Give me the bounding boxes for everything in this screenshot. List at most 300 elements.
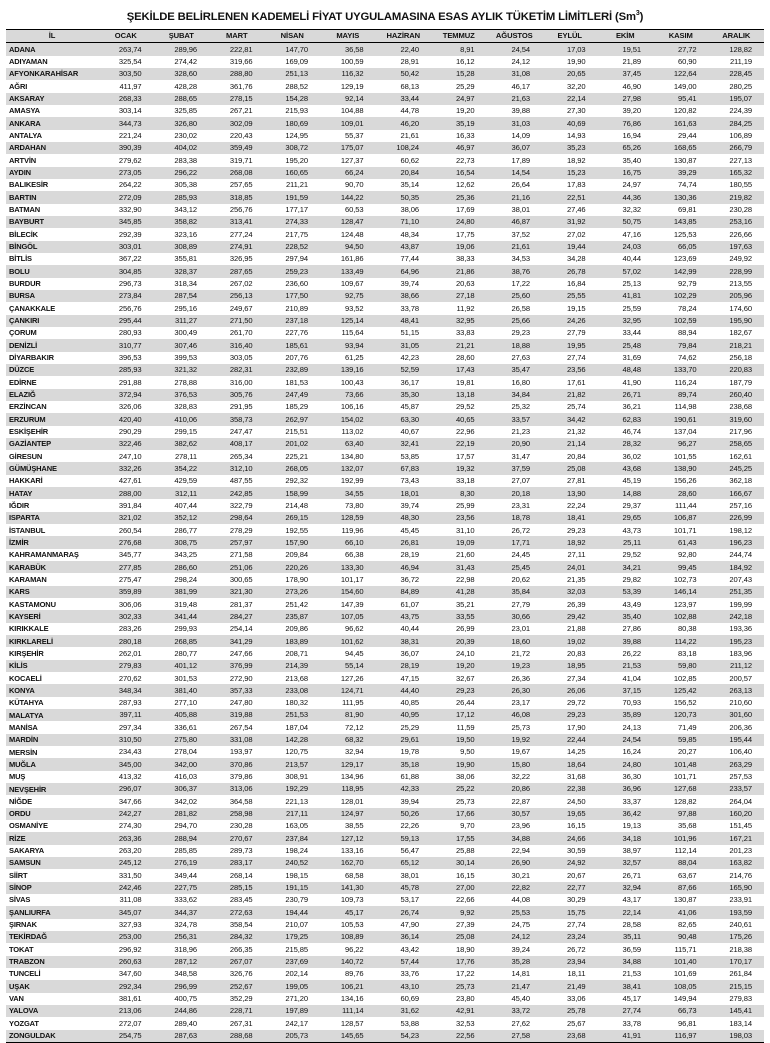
value-cell: 294,70 bbox=[174, 821, 197, 831]
value-cell: 316,40 bbox=[229, 340, 253, 350]
value-cell: 92,75 bbox=[344, 291, 364, 301]
value-cell: 158,99 bbox=[285, 488, 308, 498]
value-cell: 35,19 bbox=[455, 118, 475, 128]
value-cell: 151,45 bbox=[729, 821, 752, 831]
value-cell: 347,60 bbox=[118, 969, 142, 979]
value-cell: 230,28 bbox=[229, 821, 253, 831]
value-cell: 326,06 bbox=[118, 402, 142, 412]
province-name-cell: UŞAK bbox=[9, 981, 30, 991]
value-cell: 27,79 bbox=[566, 328, 586, 338]
value-cell: 82,65 bbox=[677, 920, 697, 930]
value-cell: 24,97 bbox=[455, 94, 475, 104]
value-cell: 367,22 bbox=[118, 254, 142, 264]
value-cell: 54,23 bbox=[376, 1030, 432, 1043]
province-name-cell: ADIYAMAN bbox=[9, 57, 48, 67]
value-cell: 244,74 bbox=[729, 550, 752, 560]
value-cell: 20,83 bbox=[566, 648, 586, 658]
value-cell: 36,17 bbox=[400, 377, 419, 387]
value-cell: 17,89 bbox=[511, 155, 530, 165]
value-cell: 202,14 bbox=[285, 969, 308, 979]
value-cell: 298,64 bbox=[229, 513, 253, 523]
value-cell: 348,58 bbox=[174, 969, 197, 979]
value-cell: 146,14 bbox=[673, 587, 697, 597]
value-cell: 427,61 bbox=[118, 476, 142, 486]
value-cell: 382,62 bbox=[174, 439, 197, 449]
value-cell: 27,98 bbox=[622, 94, 641, 104]
value-cell: 27,58 bbox=[487, 1030, 543, 1043]
value-cell: 27,81 bbox=[566, 476, 586, 486]
value-cell: 21,49 bbox=[566, 981, 586, 991]
value-cell: 364,58 bbox=[229, 796, 253, 806]
value-cell: 405,88 bbox=[174, 710, 197, 720]
value-cell: 162,70 bbox=[340, 858, 364, 868]
page-title-superscript: 3 bbox=[635, 10, 640, 18]
value-cell: 345,77 bbox=[118, 550, 142, 560]
value-cell: 345,00 bbox=[118, 759, 142, 769]
value-cell: 26,72 bbox=[566, 944, 586, 954]
table-row bbox=[6, 524, 764, 536]
province-name-cell: BURSA bbox=[9, 291, 35, 301]
province-name-cell: SİİRT bbox=[9, 870, 28, 880]
value-cell: 61,07 bbox=[400, 599, 419, 609]
value-cell: 288,65 bbox=[174, 94, 197, 104]
province-name-cell: KIRŞEHİR bbox=[9, 648, 44, 658]
value-cell: 17,43 bbox=[455, 365, 475, 375]
value-cell: 101,71 bbox=[673, 772, 697, 782]
value-cell: 27,30 bbox=[566, 106, 586, 116]
value-cell: 66,38 bbox=[344, 550, 364, 560]
table-row bbox=[6, 499, 764, 511]
value-cell: 25,66 bbox=[511, 315, 530, 325]
table-row bbox=[6, 339, 764, 351]
value-cell: 130,87 bbox=[673, 895, 697, 905]
value-cell: 111,14 bbox=[342, 1006, 364, 1016]
value-cell: 127,26 bbox=[340, 673, 364, 683]
province-name-cell: SİVAS bbox=[9, 895, 31, 905]
value-cell: 60,90 bbox=[677, 57, 697, 67]
value-cell: 21,14 bbox=[566, 439, 586, 449]
value-cell: 209,86 bbox=[285, 624, 308, 634]
value-cell: 28,19 bbox=[400, 550, 419, 560]
value-cell: 264,04 bbox=[729, 796, 752, 806]
value-cell: 318,96 bbox=[174, 944, 197, 954]
value-cell: 195,90 bbox=[729, 315, 752, 325]
value-cell: 106,89 bbox=[729, 131, 752, 141]
value-cell: 36,14 bbox=[400, 932, 419, 942]
table-row bbox=[6, 684, 764, 696]
value-cell: 26,36 bbox=[511, 673, 530, 683]
value-cell: 370,86 bbox=[229, 759, 253, 769]
value-cell: 26,71 bbox=[622, 870, 641, 880]
table-row bbox=[6, 869, 764, 881]
value-cell: 262,01 bbox=[118, 648, 142, 658]
value-cell: 26,39 bbox=[566, 599, 586, 609]
value-cell: 134,96 bbox=[340, 772, 364, 782]
value-cell: 17,83 bbox=[566, 180, 586, 190]
value-cell: 198,15 bbox=[285, 870, 308, 880]
value-cell: 68,32 bbox=[344, 735, 364, 745]
value-cell: 50,75 bbox=[622, 217, 641, 227]
value-cell: 17,57 bbox=[455, 451, 475, 461]
value-cell: 40,65 bbox=[455, 414, 475, 424]
value-cell: 260,63 bbox=[118, 957, 142, 967]
value-cell: 185,29 bbox=[285, 402, 308, 412]
value-cell: 46,08 bbox=[511, 710, 530, 720]
value-cell: 16,94 bbox=[622, 131, 641, 141]
value-cell: 46,17 bbox=[511, 81, 530, 91]
value-cell: 183,96 bbox=[729, 648, 752, 658]
value-cell: 46,87 bbox=[511, 217, 530, 227]
value-cell: 288,00 bbox=[118, 488, 142, 498]
value-cell: 99,45 bbox=[677, 562, 697, 572]
province-name-cell: HATAY bbox=[9, 488, 33, 498]
value-cell: 50,42 bbox=[400, 69, 419, 79]
value-cell: 362,18 bbox=[729, 476, 752, 486]
value-cell: 299,93 bbox=[174, 624, 197, 634]
value-cell: 14,81 bbox=[511, 969, 530, 979]
value-cell: 35,84 bbox=[511, 587, 530, 597]
table-row bbox=[6, 771, 764, 783]
value-cell: 19,13 bbox=[622, 821, 641, 831]
value-cell: 175,26 bbox=[729, 932, 752, 942]
value-cell: 247,49 bbox=[285, 389, 308, 399]
value-cell: 222,81 bbox=[229, 44, 253, 54]
value-cell: 180,55 bbox=[729, 180, 752, 190]
value-cell: 20,84 bbox=[566, 451, 586, 461]
value-cell: 22,44 bbox=[566, 735, 586, 745]
value-cell: 46,20 bbox=[400, 118, 419, 128]
table-row bbox=[6, 389, 764, 401]
value-cell: 65,12 bbox=[400, 858, 419, 868]
value-cell: 96,62 bbox=[344, 624, 364, 634]
province-name-cell: BALIKESİR bbox=[9, 180, 49, 190]
province-name-cell: MANİSA bbox=[9, 722, 38, 732]
value-cell: 247,47 bbox=[229, 426, 253, 436]
value-cell: 66,05 bbox=[677, 242, 697, 252]
value-cell: 25,60 bbox=[511, 291, 530, 301]
value-cell: 316,00 bbox=[229, 377, 253, 387]
value-cell: 106,87 bbox=[673, 513, 697, 523]
value-cell: 321,32 bbox=[174, 365, 197, 375]
table-row bbox=[6, 302, 764, 314]
value-cell: 332,26 bbox=[118, 463, 142, 473]
province-name-cell: VAN bbox=[9, 994, 24, 1004]
value-cell: 287,93 bbox=[118, 698, 142, 708]
column-header-month-2: ŞUBAT bbox=[154, 30, 210, 43]
value-cell: 256,18 bbox=[729, 352, 752, 362]
value-cell: 26,22 bbox=[622, 648, 641, 658]
value-cell: 336,61 bbox=[174, 722, 197, 732]
value-cell: 44,08 bbox=[511, 895, 530, 905]
province-name-cell: BATMAN bbox=[9, 205, 41, 215]
value-cell: 279,83 bbox=[729, 994, 752, 1004]
province-name-cell: ORDU bbox=[9, 809, 31, 819]
value-cell: 145,65 bbox=[320, 1030, 376, 1043]
value-cell: 16,15 bbox=[566, 821, 586, 831]
province-name-cell: ERZURUM bbox=[9, 414, 46, 424]
value-cell: 46,94 bbox=[400, 562, 419, 572]
value-cell: 46,90 bbox=[622, 81, 641, 91]
value-cell: 34,88 bbox=[511, 833, 530, 843]
table-row bbox=[6, 142, 764, 154]
table-row bbox=[6, 598, 764, 610]
value-cell: 358,82 bbox=[174, 217, 197, 227]
value-cell: 125,14 bbox=[340, 315, 364, 325]
value-cell: 19,20 bbox=[455, 106, 475, 116]
table-row bbox=[6, 228, 764, 240]
value-cell: 19,67 bbox=[511, 747, 530, 757]
value-cell: 43,49 bbox=[622, 599, 641, 609]
value-cell: 313,06 bbox=[229, 784, 253, 794]
value-cell: 26,74 bbox=[400, 907, 419, 917]
value-cell: 221,24 bbox=[118, 131, 142, 141]
value-cell: 145,41 bbox=[729, 1006, 752, 1016]
value-cell: 149,00 bbox=[673, 81, 697, 91]
value-cell: 214,39 bbox=[285, 661, 308, 671]
table-row bbox=[6, 549, 764, 561]
value-cell: 270,62 bbox=[118, 673, 142, 683]
value-cell: 27,11 bbox=[567, 550, 586, 560]
value-cell: 30,21 bbox=[511, 870, 530, 880]
value-cell: 347,66 bbox=[118, 796, 142, 806]
value-cell: 154,02 bbox=[340, 414, 364, 424]
value-cell: 90,48 bbox=[677, 932, 697, 942]
value-cell: 35,21 bbox=[455, 599, 475, 609]
value-cell: 283,26 bbox=[118, 624, 142, 634]
column-header-month-5: MAYIS bbox=[320, 30, 376, 43]
value-cell: 215,51 bbox=[285, 426, 308, 436]
table-row bbox=[6, 993, 764, 1005]
value-cell: 280,25 bbox=[729, 81, 752, 91]
value-cell: 22,56 bbox=[431, 1030, 487, 1043]
column-header-month-1: OCAK bbox=[98, 30, 154, 43]
value-cell: 256,13 bbox=[229, 291, 253, 301]
value-cell: 30,57 bbox=[511, 809, 530, 819]
value-cell: 60,69 bbox=[400, 994, 419, 1004]
value-cell: 35,14 bbox=[400, 180, 419, 190]
value-cell: 27,62 bbox=[511, 1018, 530, 1028]
value-cell: 381,40 bbox=[174, 685, 197, 695]
value-cell: 128,82 bbox=[729, 44, 752, 54]
value-cell: 292,39 bbox=[118, 229, 142, 239]
value-cell: 19,32 bbox=[455, 463, 475, 473]
value-cell: 43,42 bbox=[400, 944, 419, 954]
value-cell: 274,33 bbox=[285, 217, 308, 227]
value-cell: 343,25 bbox=[174, 550, 197, 560]
value-cell: 297,34 bbox=[118, 722, 142, 732]
value-cell: 57,02 bbox=[622, 266, 641, 276]
value-cell: 180,69 bbox=[285, 118, 308, 128]
province-name-cell: İZMİR bbox=[9, 537, 29, 547]
value-cell: 325,54 bbox=[118, 57, 142, 67]
value-cell: 306,06 bbox=[118, 599, 142, 609]
value-cell: 92,80 bbox=[677, 550, 697, 560]
value-cell: 30,14 bbox=[455, 858, 475, 868]
value-cell: 396,53 bbox=[118, 352, 142, 362]
value-cell: 289,96 bbox=[174, 44, 197, 54]
value-cell: 48,30 bbox=[400, 513, 419, 523]
value-cell: 211,12 bbox=[729, 661, 752, 671]
value-cell: 34,18 bbox=[622, 833, 641, 843]
value-cell: 292,34 bbox=[118, 981, 142, 991]
value-cell: 41,90 bbox=[622, 377, 641, 387]
province-name-cell: AFYONKARAHİSAR bbox=[9, 69, 79, 79]
value-cell: 24,50 bbox=[566, 796, 586, 806]
value-cell: 73,43 bbox=[400, 476, 419, 486]
value-cell: 142,99 bbox=[673, 266, 697, 276]
value-cell: 35,40 bbox=[622, 611, 641, 621]
value-cell: 31,92 bbox=[566, 217, 586, 227]
value-cell: 260,40 bbox=[729, 389, 752, 399]
value-cell: 32,20 bbox=[566, 81, 586, 91]
value-cell: 191,59 bbox=[285, 192, 308, 202]
value-cell: 60,62 bbox=[400, 155, 419, 165]
value-cell: 36,07 bbox=[511, 143, 530, 153]
value-cell: 288,68 bbox=[209, 1030, 265, 1043]
value-cell: 274,30 bbox=[118, 821, 142, 831]
document-title-container bbox=[6, 0, 764, 29]
value-cell: 319,71 bbox=[229, 155, 253, 165]
value-cell: 413,32 bbox=[118, 772, 142, 782]
value-cell: 286,60 bbox=[174, 562, 197, 572]
value-cell: 16,80 bbox=[511, 377, 530, 387]
value-cell: 187,79 bbox=[729, 377, 752, 387]
table-row bbox=[6, 832, 764, 844]
value-cell: 27,63 bbox=[511, 352, 530, 362]
value-cell: 289,40 bbox=[174, 1018, 197, 1028]
value-cell: 38,76 bbox=[511, 266, 530, 276]
value-cell: 420,40 bbox=[118, 414, 142, 424]
province-name-cell: BAYBURT bbox=[9, 217, 44, 227]
province-name-cell: SAMSUN bbox=[9, 858, 41, 868]
value-cell: 25,74 bbox=[566, 402, 586, 412]
value-cell: 326,80 bbox=[174, 118, 197, 128]
value-cell: 190,61 bbox=[673, 414, 697, 424]
value-cell: 34,88 bbox=[622, 957, 641, 967]
value-cell: 195,07 bbox=[729, 94, 752, 104]
value-cell: 24,13 bbox=[622, 722, 641, 732]
value-cell: 23,80 bbox=[455, 994, 475, 1004]
table-row bbox=[6, 1017, 764, 1029]
value-cell: 124,95 bbox=[285, 131, 308, 141]
value-cell: 237,18 bbox=[285, 315, 308, 325]
value-cell: 14,93 bbox=[566, 131, 586, 141]
province-name-cell: MALATYA bbox=[9, 710, 44, 720]
value-cell: 23,01 bbox=[511, 624, 530, 634]
value-cell: 25,73 bbox=[511, 722, 530, 732]
value-cell: 254,75 bbox=[98, 1030, 154, 1043]
province-name-cell: DÜZCE bbox=[9, 365, 35, 375]
value-cell: 322,46 bbox=[118, 439, 142, 449]
value-cell: 28,58 bbox=[622, 920, 641, 930]
value-cell: 25,78 bbox=[566, 1006, 586, 1016]
province-name-cell: YOZGAT bbox=[9, 1018, 39, 1028]
value-cell: 142,28 bbox=[285, 735, 308, 745]
value-cell: 312,10 bbox=[229, 463, 253, 473]
value-cell: 45,17 bbox=[622, 994, 641, 1004]
value-cell: 104,88 bbox=[340, 106, 364, 116]
value-cell: 404,02 bbox=[174, 143, 197, 153]
value-cell: 226,66 bbox=[729, 229, 752, 239]
value-cell: 25,13 bbox=[622, 279, 641, 288]
province-name-cell: AYDIN bbox=[9, 168, 31, 178]
province-name-cell: KÜTAHYA bbox=[9, 698, 44, 708]
value-cell: 31,05 bbox=[400, 340, 419, 350]
value-cell: 184,92 bbox=[729, 562, 752, 572]
value-cell: 127,12 bbox=[340, 833, 364, 843]
value-cell: 77,44 bbox=[400, 254, 419, 264]
value-cell: 137,04 bbox=[673, 426, 697, 436]
value-cell: 303,14 bbox=[118, 106, 142, 116]
province-name-cell: ANKARA bbox=[9, 118, 41, 128]
value-cell: 19,90 bbox=[566, 57, 586, 67]
value-cell: 249,92 bbox=[729, 254, 752, 264]
value-cell: 31,03 bbox=[511, 118, 530, 128]
value-cell: 25,08 bbox=[455, 932, 475, 942]
value-cell: 147,70 bbox=[285, 44, 308, 54]
value-cell: 107,05 bbox=[340, 611, 364, 621]
value-cell: 308,75 bbox=[174, 537, 197, 547]
column-header-month-7: TEMMUZ bbox=[431, 30, 487, 43]
value-cell: 27,34 bbox=[566, 673, 586, 683]
value-cell: 242,17 bbox=[285, 1018, 308, 1028]
value-cell: 17,90 bbox=[566, 722, 586, 732]
value-cell: 273,84 bbox=[118, 291, 142, 301]
value-cell: 31,62 bbox=[400, 1006, 419, 1016]
table-row bbox=[6, 105, 764, 117]
value-cell: 59,85 bbox=[677, 735, 697, 745]
value-cell: 283,38 bbox=[174, 155, 197, 165]
value-cell: 89,76 bbox=[344, 969, 364, 979]
value-cell: 25,73 bbox=[455, 981, 475, 991]
table-row bbox=[6, 709, 764, 721]
value-cell: 22,26 bbox=[400, 821, 419, 831]
province-name-cell: İSTANBUL bbox=[9, 525, 46, 535]
province-name-cell: KASTAMONU bbox=[9, 599, 56, 609]
province-name-cell: SAKARYA bbox=[9, 846, 45, 856]
value-cell: 358,54 bbox=[229, 920, 253, 930]
table-row bbox=[6, 536, 764, 548]
value-cell: 217,75 bbox=[285, 229, 308, 239]
value-cell: 260,54 bbox=[118, 525, 142, 535]
value-cell: 93,94 bbox=[344, 340, 364, 350]
value-cell: 60,53 bbox=[344, 205, 364, 215]
value-cell: 40,95 bbox=[400, 710, 419, 720]
value-cell: 197,89 bbox=[285, 1006, 308, 1016]
value-cell: 33,37 bbox=[622, 796, 641, 806]
value-cell: 333,62 bbox=[174, 895, 197, 905]
value-cell: 33,18 bbox=[455, 476, 475, 486]
value-cell: 24,26 bbox=[566, 315, 586, 325]
table-row bbox=[6, 167, 764, 179]
value-cell: 24,54 bbox=[622, 735, 641, 745]
value-cell: 53,85 bbox=[400, 451, 419, 461]
value-cell: 102,59 bbox=[673, 315, 697, 325]
value-cell: 35,28 bbox=[511, 957, 530, 967]
value-cell: 101,55 bbox=[673, 451, 697, 461]
value-cell: 123,69 bbox=[673, 254, 697, 264]
value-cell: 275,47 bbox=[118, 574, 142, 584]
value-cell: 31,47 bbox=[511, 451, 530, 461]
value-cell: 15,28 bbox=[455, 69, 475, 79]
value-cell: 120,82 bbox=[673, 106, 697, 116]
value-cell: 25,59 bbox=[622, 303, 641, 313]
value-cell: 26,71 bbox=[622, 389, 641, 399]
value-cell: 37,59 bbox=[511, 463, 530, 473]
value-cell: 50,26 bbox=[400, 809, 419, 819]
value-cell: 182,67 bbox=[729, 328, 752, 338]
table-row bbox=[6, 265, 764, 277]
